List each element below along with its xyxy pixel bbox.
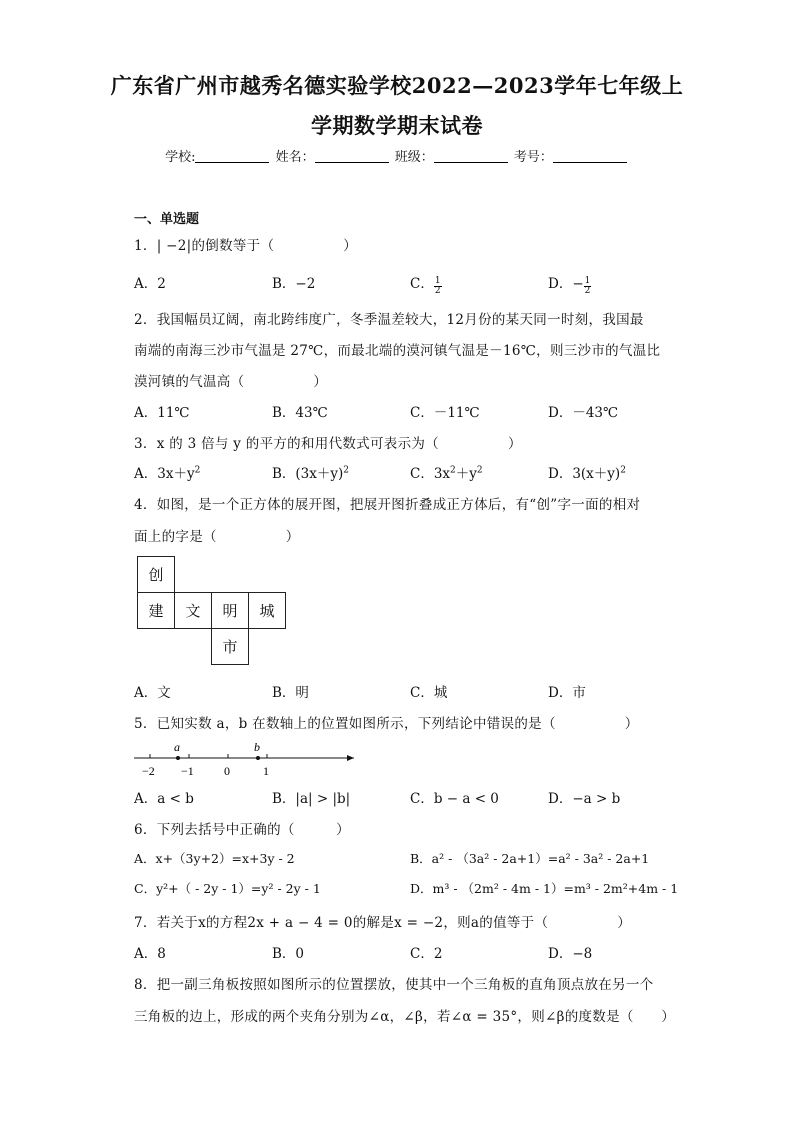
student-info-line (0, 146, 794, 165)
q7-option-c: C．2 (410, 946, 443, 962)
net-cell-row-3: 明 (211, 592, 249, 629)
question-2-line1: 2．我国幅员辽阔，南北跨纬度广，冬季温差较大，12月份的某天同一时刻，我国最 (134, 312, 644, 328)
tick-label: 0 (224, 764, 230, 778)
exam-title-line1: 广东省广州市越秀名德实验学校2022—2023学年七年级上 (110, 73, 684, 98)
q2-option-b: B．43℃ (272, 405, 328, 421)
point-b-label: b (254, 740, 260, 754)
q1-option-c: C． $\frac{1}{2}$ (410, 276, 441, 296)
net-cell-top: 创 (137, 556, 175, 593)
question-4-line1: 4．如图，是一个正方体的展开图，把展开图折叠成正方体后，有“创”字一面的相对 (134, 497, 641, 513)
tick-label: 1 (263, 764, 269, 778)
q6-option-a: A．x+（3y+2）=x+3y - 2 (134, 851, 295, 866)
net-cell-row-4: 城 (248, 592, 286, 629)
question-8-line1: 8．把一副三角板按照如图所示的位置摆放，使其中一个三角板的直角顶点放在另一个 (134, 977, 654, 993)
net-cell-row-2: 文 (174, 592, 212, 629)
point-a-label: a (174, 740, 180, 754)
q7-option-a: A．8 (134, 946, 166, 962)
school-label: 学校: (165, 150, 196, 165)
number-line-figure (130, 738, 360, 778)
q4-option-a: A．文 (134, 685, 171, 701)
section-title: 一、单选题 (134, 212, 200, 227)
school-blank[interactable] (195, 150, 269, 163)
name-label: 姓名： (275, 150, 315, 165)
question-8-line2: 三角板的边上，形成的两个夹角分别为∠α，∠β，若∠α = 35°，则∠β的度数是（ ） (134, 1009, 676, 1025)
q6-option-c: C．y²+（ - 2y - 1）=y² - 2y - 1 (134, 881, 321, 896)
question-1-stem: 1．| −2|的倒数等于（ ） (134, 238, 358, 254)
question-4-line2: 面上的字是（ ） (134, 529, 300, 545)
q3-option-d: D．$3(x+y)^2$ (548, 465, 626, 482)
q1-c-fraction: $\frac{1}{2}$ (434, 276, 441, 296)
q7-option-b: B．0 (272, 946, 305, 962)
q5-option-b: B．|a| > |b| (272, 791, 351, 807)
class-blank[interactable] (434, 150, 508, 163)
q6-option-b: B．a² - （3a² - 2a+1）=a² - 3a² - 2a+1 (410, 851, 650, 866)
exam-title-line2: 学期数学期末试卷 (311, 113, 483, 138)
q3-option-c: C．$3x^2+y^2$ (410, 465, 483, 482)
exam-number-label: 考号： (513, 150, 553, 165)
tick-label: −2 (142, 764, 155, 778)
q3-option-b: B．$(3x+y)^2$ (272, 465, 350, 482)
q2-option-a: A．11℃ (134, 405, 190, 421)
q3-option-a: A．$3x+y^2$ (134, 465, 201, 482)
question-2-line3: 漠河镇的气温高（ ） (134, 374, 328, 390)
point-a-dot (176, 756, 180, 760)
class-label: 班级： (394, 150, 434, 165)
q6-option-d: D．m³ - （2m² - 4m - 1）=m³ - 2m²+4m - 1 (410, 881, 679, 896)
q4-option-d: D．市 (548, 685, 586, 701)
q2-option-c: C．－11℃ (410, 405, 480, 421)
point-b-dot (256, 756, 260, 760)
q5-option-a: A．a < b (134, 791, 194, 807)
question-3-stem: 3．x 的 3 倍与 y 的平方的和用代数式可表示为（ ） (134, 436, 522, 452)
net-cell-row-1: 建 (137, 592, 175, 629)
q1-option-a: A．2 (134, 276, 166, 292)
question-2-line2: 南端的南海三沙市气温是 27℃，而最北端的漠河镇气温是－16℃，则三沙市的气温比 (134, 343, 661, 359)
question-5-stem: 5．已知实数 a，b 在数轴上的位置如图所示，下列结论中错误的是（ ） (134, 716, 639, 732)
question-6-stem: 6．下列去括号中正确的（ ） (134, 822, 350, 838)
q4-option-c: C．城 (410, 685, 448, 701)
q5-option-d: D．−a > b (548, 791, 621, 807)
number-line-arrow (347, 755, 354, 761)
q2-option-d: D．－43℃ (548, 405, 619, 421)
q4-option-b: B．明 (272, 685, 309, 701)
net-cell-bottom: 市 (211, 628, 249, 665)
q1-option-b: B．−2 (272, 276, 316, 292)
tick-label: −1 (181, 764, 194, 778)
name-blank[interactable] (315, 150, 389, 163)
q1-d-fraction: $\frac{1}{2}$ (584, 276, 591, 296)
q1-option-d: D．− $\frac{1}{2}$ (548, 276, 591, 296)
question-7-stem: 7．若关于x的方程2x + a − 4 = 0的解是x = −2，则a的值等于（ ） (134, 915, 632, 931)
q5-option-c: C．b − a < 0 (410, 791, 499, 807)
exam-number-blank[interactable] (553, 150, 627, 163)
q7-option-d: D．−8 (548, 946, 593, 962)
